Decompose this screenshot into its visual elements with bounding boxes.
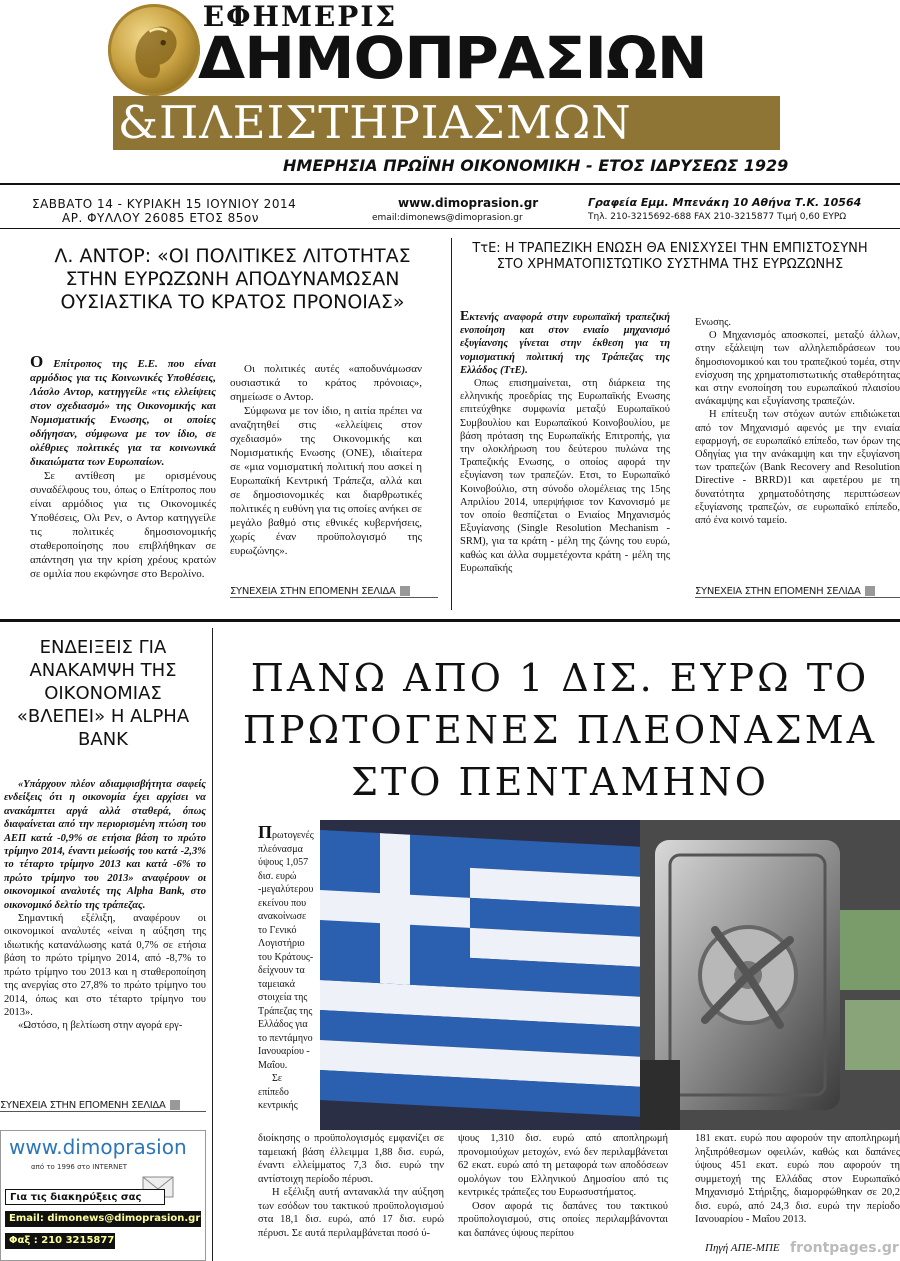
ad-row-fax: Φαξ : 210 3215877	[5, 1233, 115, 1249]
continue-label: ΣΥΝΕΧΕΙΑ ΣΤΗΝ ΕΠΟΜΕΝΗ ΣΕΛΙΔΑ	[0, 1100, 166, 1111]
ad-brand: www.dimoprasion	[9, 1135, 187, 1159]
article3-p3: «Ωστόσο, η βελτίωση στην αγορά εργ-	[18, 1020, 183, 1032]
article4-p3: ψους 1,310 δισ. ευρώ από αποπληρωμή προνομιούχων μετοχών, ενώ δεν περιλαμβάνεται 62 εκατ. ευρώ από τη μεταφορά των αποδόσεων ομολόγων του Ελληνικού Δημοσίου από τις κεντρικές τράπεζες του Ευρωσυστήματος.	[458, 1133, 668, 1198]
article2-p4: Ο Μηχανισμός αποσκοπεί, μεταξύ άλλων, στην εξάλειψη των αλληλεπιδράσεων του δημοσιονομικού και του τραπεζικού τομέα, στην ενίσχυση της χρηματοπιστωτικής σταθερότητας και στην ενοποίηση του ευρωπαϊκού πλαισίου ανάκαμψης και εξυγίανσης τραπεζών.	[695, 330, 900, 408]
article2-col2	[695, 316, 900, 527]
flag-vault-photo	[320, 820, 900, 1130]
article1-col1	[30, 352, 216, 581]
article3-headline: ΕΝΔΕΙΞΕΙΣ ΓΙΑ ΑΝΑΚΑΜΨΗ ΤΗΣ ΟΙΚΟΝΟΜΙΑΣ «ΒΛΕΠΕΙ» Η ALPHA BANK	[16, 637, 190, 750]
ad-since: από το 1996 στο INTERNET	[31, 1163, 128, 1171]
column-divider	[451, 238, 452, 610]
article2-col1	[460, 310, 670, 575]
article2-headline: ΤτΕ: Η ΤΡΑΠΕΖΙΚΗ ΕΝΩΣΗ ΘΑ ΕΝΙΣΧΥΣΕΙ ΤΗΝ ΕΜΠΙΣΤΟΣΥΝΗ ΣΤΟ ΧΡΗΜΑΤΟΠΙΣΤΩΤΙΚΟ ΣΥΣΤΗΜΑ ΤΗΣ ΕΥΡΩΖΩΝΗΣ	[472, 241, 868, 272]
website-link[interactable]: www.dimoprasion.gr	[398, 196, 539, 210]
dropcap: Π	[258, 822, 273, 842]
article1-p3: Οι πολιτικές αυτές «αποδυνάμωσαν ουσιαστικά το κράτος πρόνοιας», σημείωσε ο Αντορ.	[230, 363, 422, 403]
article4-p4: Οσον αφορά τις δαπάνες του τακτικού προϋπολογισμού, στις οποίες περιλαμβάνονται και δαπάνες ύψους περίπου	[458, 1200, 668, 1239]
masthead-title: ΔΗΜΟΠΡΑΣΙΩΝ	[198, 24, 707, 92]
masthead-subtitle: ΗΜΕΡΗΣΙΑ ΠΡΩΪΝΗ ΟΙΚΟΝΟΜΙΚΗ - ΕΤΟΣ ΙΔΡΥΣΕΩΣ 1929	[283, 156, 789, 175]
arrow-icon	[170, 1100, 180, 1110]
article4-col1	[258, 1132, 444, 1240]
article1-lead: Επίτροπος της Ε.Ε. που είναι αρμόδιος για τις Κοινωνικές Υποθέσεις, Λάσλο Αντορ, κατηγγείλε «τις ελλείψεις στον σχεδιασμό» της Οικονομικής και Νομισματικής Ενωσης, οι οποίες οδήγησαν, σύμφωνα με τον ίδιο, σε ολέθριες πολιτικές για τα κοινωνικά δικαιώματα των Ευρωπαίων.	[30, 358, 216, 468]
email-link[interactable]: email:dimonews@dimoprasion.gr	[372, 213, 523, 223]
article4-p1: διοίκησης ο προϋπολογισμός εμφανίζει σε ταμειακή βάση έλλειμμα 1,88 δισ. ευρώ, έναντι ελλείμματος 7,3 δισ. ευρώ την αντίστοιχη περίοδο πέρυσι.	[258, 1133, 444, 1185]
dropcap: Ο	[30, 352, 44, 371]
arrow-icon	[400, 586, 410, 596]
article4-narrow-col	[258, 822, 314, 1113]
article1-continue-link[interactable]	[230, 586, 438, 598]
column-divider	[212, 628, 213, 1261]
article4-narrow-p2: Σε επίπεδο κεντρικής	[258, 1073, 298, 1111]
article3-continue-link[interactable]	[0, 1100, 206, 1112]
continue-label: ΣΥΝΕΧΕΙΑ ΣΤΗΝ ΕΠΟΜΕΝΗ ΣΕΛΙΔΑ	[230, 586, 396, 597]
article1-p4: Σύμφωνα με τον ίδιο, η αιτία πρέπει να αναζητηθεί στις «ελλείψεις στον σχεδιασμό» της Οικονομικής και Νομισματικής Ενωσης (ΟΝΕ), ιδιαίτερα σε «μια νομισματική πολιτική που ασκεί η Ευρωπαϊκή Κεντρική Τράπεζα, αλλά και σε δημοσιονομικές και διαρθρωτικές πολιτικές η ευθύνη για τις οποίες ανήκει σε μεγάλο βαθμό στις εθνικές κυβερνήσεις, χωρίς έναν προϋπολογισμό της ευρωζώνης».	[230, 405, 422, 557]
main-headline-line2: ΠΡΩΤΟΓΕΝΕΣ ΠΛΕΟΝΑΣΜΑ	[242, 708, 878, 752]
ad-row-email: Email: dimonews@dimoprasion.gr	[5, 1211, 201, 1227]
dropcap: Ε	[460, 309, 470, 324]
coin-logo	[108, 4, 200, 96]
article4-source: Πηγή ΑΠΕ-ΜΠΕ	[705, 1242, 780, 1254]
main-headline-line1: ΠΑΝΩ ΑΠΟ 1 ΔΙΣ. ΕΥΡΩ ΤΟ	[250, 656, 870, 700]
article3-lead: «Υπάρχουν πλέον αδιαμφισβήτητα σαφείς ενδείξεις ότι η οικονομία έχει αρχίσει να ανακάμπτει αργά αλλά σταθερά, όπως διαφαίνεται από την περιορισμένη πτώση του ΑΕΠ κατά -0,9% σε ετήσια βάση το πρώτο τρίμηνο 2014, έναντι μείωσής του κατά -2,3% το τέταρτο τρίμηνο 2013 και κατά -6% το πρώτο τρίμηνο του 2013» αναφέρουν οι οικονομικοί αναλυτές της Alpha Bank, στο οικονομικό δελτίο της τράπεζας.	[4, 779, 206, 911]
article2-continue-link[interactable]	[695, 586, 900, 598]
issue-date: ΣΑΒΒΑΤΟ 14 - ΚΥΡΙΑΚΗ 15 ΙΟΥΝΙΟΥ 2014	[32, 197, 297, 211]
masthead-band-title: &ΠΛΕΙΣΤΗΡΙΑΣΜΩΝ	[118, 96, 632, 149]
article4-p2: Η εξέλιξη αυτή αντανακλά την αύξηση των εσόδων του τακτικού προϋπολογισμού στα 18,1 δισ. ευρώ, από 17 δισ. ευρώ πέρυσι. Σε αυτά περιλαμβάνεται ποσό ύ-	[258, 1187, 444, 1239]
article1-headline: Λ. ΑΝΤΟΡ: «ΟΙ ΠΟΛΙΤΙΚΕΣ ΛΙΤΟΤΗΤΑΣ ΣΤΗΝ ΕΥΡΩΖΩΝΗ ΑΠΟΔΥΝΑΜΩΣΑΝ ΟΥΣΙΑΣΤΙΚΑ ΤΟ ΚΡΑΤΟΣ ΠΡΟΝΟΙΑΣ»	[54, 245, 411, 313]
ad-row-tenders: Για τις διακηρύξεις σας	[5, 1189, 165, 1205]
continue-label: ΣΥΝΕΧΕΙΑ ΣΤΗΝ ΕΠΟΜΕΝΗ ΣΕΛΙΔΑ	[695, 586, 861, 597]
article1-col2	[230, 362, 422, 558]
article2-p2: Οπως επισημαίνεται, στη διάρκεια της ελληνικής προεδρίας της Ευρωπαϊκής Ενωσης επιτεύχθηκε συμφωνία μεταξύ Ευρωπαϊκού Συμβουλίου και Ευρωπαϊκού Κοινοβουλίου, με βάση πρόταση της Ευρωπαϊκής Επιτροπής, για την ολοκλήρωση του δεύτερου πυλώνα της Τραπεζικής Ενωσης, ο οποίος αφορά την εξυγίανση των τραπεζών. Ετσι, το Ευρωπαϊκό Κοινοβούλιο, στη σύνοδο ολομέλειας της 15ης Απριλίου 2014, υπερψήφισε τον Κανονισμό με τον οποίο θεσπίζεται ο Ενιαίος Μηχανισμός Εξυγίανσης (Single Resolution Mechanism - SRM), για τα κράτη - μέλη της ζώνης του ευρώ, καθώς και άλλα συμμετέχοντα κράτη - μέλη της Ευρωπαϊκής	[460, 378, 670, 574]
arrow-icon	[865, 586, 875, 596]
article4-p5: 181 εκατ. ευρώ που αφορούν την αποπληρωμή ληξιπρόθεσμων οφειλών, καθώς και δαπάνες ύψους 451 εκατ. ευρώ που αφορούν τη συμμετοχή της Ελλάδας στον Ευρωπαϊκό Μηχανισμό Στήριξης, διαμορφώθηκαν σε 20,2 δισ. ευρώ, από 24,3 δισ. ευρώ την περίοδο Ιανουαρίου - Μαΐου 2013.	[695, 1133, 900, 1225]
dimoprasion-ad[interactable]	[0, 1130, 206, 1261]
article2-p5: Η επίτευξη των στόχων αυτών επιδιώκεται από τον Μηχανισμό αφενός με την ενιαία εφαρμογή, σε ευρωπαϊκό επίπεδο, των όρων της Οδηγίας για την ανάκαμψη και την εξυγίανση των τραπεζών (Bank Recovery and Resolution Directive - BRRD)1 και αφετέρου με τη δυνατότητα χρηματοδότησης περιπτώσεων εξυγίανσης τραπεζών, σε ευρωπαϊκό επίπεδο, από ένα κοινό ταμείο.	[695, 409, 900, 527]
contact-phones: Τηλ. 210-3215692-688 FAX 210-3215877 Τιμή 0,60 ΕΥΡΩ	[588, 212, 847, 222]
article4-col2	[458, 1132, 668, 1240]
main-headline-line3: ΣΤΟ ΠΕΝΤΑΜΗΝΟ	[351, 760, 769, 804]
article4-col3	[695, 1132, 900, 1227]
article1-p2: Σε αντίθεση με ορισμένους συναδέλφους του, όπως ο Επίτροπος που είναι αρμόδιος για τις Οικονομικές Υποθέσεις, Ολι Ρεν, ο Αντορ κατηγγείλε τις πολιτικές δημοσιονομικής σταθεροποίησης που επιβλήθηκαν σε απάντηση για την κρίση χρέους κρατών σε ομιλία που εκφώνησε στο Βερολίνο.	[30, 470, 216, 580]
article3-body	[4, 778, 206, 1033]
article2-lead: κτενής αναφορά στην ευρωπαϊκή τραπεζική ενοποίηση και στον ενιαίο μηχανισμό εξυγίανσης γίνεται στην έκθεση για τη νομισματική πολιτική της Τράπεζας της Ελλάδος (ΤτΕ).	[460, 312, 670, 376]
article2-p3: Ενωσης.	[695, 317, 732, 328]
rule	[0, 228, 900, 229]
issue-number: ΑΡ. ΦΥΛΛΟΥ 26085 ΕΤΟΣ 85ον	[62, 211, 259, 225]
rule	[0, 183, 900, 185]
article3-p2: Σημαντική εξέλιξη, αναφέρουν οι οικονομικοί αναλυτές «είναι η αύξηση της ιδιωτικής κατανάλωσης κατά 0,7% σε ετήσια βάση το πρώτο τρίμηνο 2014, από -8,7% το πρώτο τρίμηνο του 2013 και η σταθεροποίηση της ανεργίας στο 27,8% το πρώτο τρίμηνο του 2014, όπως και στο τέταρτο τρίμηνο του 2013».	[4, 913, 206, 1018]
main-headline	[220, 652, 900, 808]
article4-lead: ρωτογενές πλεόνασμα ύψους 1,057 δισ. ευρώ -μεγαλύτερου εκείνου που ανακοίνωσε το Γενικό Λογιστήριο του Κράτους-δείχνουν τα ταμειακά στοιχεία της Τράπεζας της Ελλάδος για το πεντάμηνο Ιανουαρίου - Μαΐου.	[258, 830, 314, 1071]
rule	[0, 619, 900, 622]
greek-flag-icon	[320, 820, 900, 1130]
office-address: Γραφεία Εμμ. Μπενάκη 10 Αθήνα Τ.Κ. 10564	[588, 196, 862, 209]
watermark: frontpages.gr	[790, 1240, 899, 1256]
masthead-top: ΕΦΗΜΕΡΙΣ	[202, 0, 398, 33]
